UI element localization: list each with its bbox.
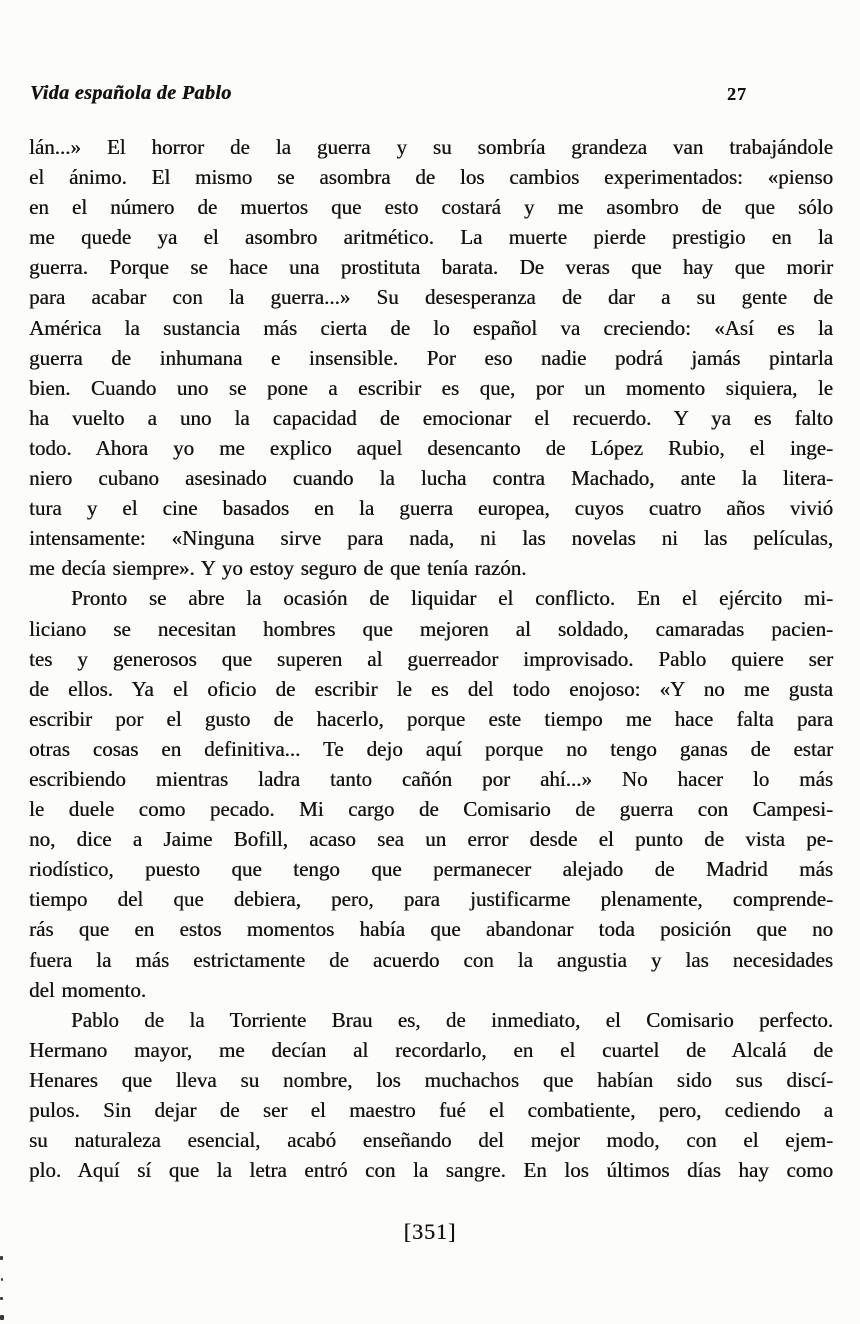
text-line: guerra de inhumana e insensible. Por eso nadie podrá jamás pintarla [29,345,833,370]
text-line: tes y generosos que superen al guerreador improvisado. Pablo quiere ser [29,646,833,671]
text-line: rás que en estos momentos había que abandonar toda posición que no [29,917,833,942]
text-line: otras cosas en definitiva... Te dejo aquí porque no tengo ganas de estar [29,736,833,761]
scan-speck [0,1297,3,1300]
text-line: del momento. [29,977,146,1002]
text-line: escribiendo mientras ladra tanto cañón por ahí...» No hacer lo más [29,766,833,791]
text-line: Hermano mayor, me decían al recordarlo, en el cuartel de Alcalá de [29,1037,833,1062]
text-line: escribir por el gusto de hacerlo, porque este tiempo me hace falta para [29,706,833,731]
page-header [30,82,860,110]
text-line: no, dice a Jaime Bofill, acaso sea un error desde el punto de vista pe- [29,827,833,852]
text-line: tura y el cine basados en la guerra europea, cuyos cuatro años vivió [29,496,833,521]
text-line: el ánimo. El mismo se asombra de los cambios experimentados: «pienso [29,165,833,190]
text-line: lán...» El horror de la guerra y su sombría grandeza van trabajándole [29,135,833,159]
text-line: su naturaleza esencial, acabó enseñando del mejor modo, con el ejem- [29,1128,833,1153]
text-line: me decía siempre». Y yo estoy seguro de que tenía razón. [29,556,527,581]
text-line: en el número de muertos que esto costará y me asombro de que sólo [29,195,833,220]
text-line: liciano se necesitan hombres que mejoren al soldado, camaradas pacien- [29,616,833,641]
text-line: Pronto se abre la ocasión de liquidar el conflicto. En el ejército mi- [71,586,833,611]
text-line: ha vuelto a uno la capacidad de emocionar el recuerdo. Y ya es falto [29,405,833,430]
folio-number: [351] [403,1219,457,1244]
running-title: Vida española de Pablo [30,82,232,104]
text-line: bien. Cuando uno se pone a escribir es que, por un momento siquiera, le [29,375,833,400]
page-footer [0,1219,860,1245]
text-line: tiempo del que debiera, pero, para justificarme plenamente, comprende- [29,887,833,912]
text-line: intensamente: «Ninguna sirve para nada, ni las novelas ni las películas, [29,526,833,551]
body-text [29,132,833,1185]
text-line: le duele como pecado. Mi cargo de Comisario de guerra con Campesi- [29,797,833,822]
text-line: plo. Aquí sí que la letra entró con la sangre. En los últimos días hay como [29,1158,833,1183]
scan-speck [0,1256,3,1260]
text-line: América la sustancia más cierta de lo español va creciendo: «Así es la [29,315,833,340]
text-line: riodístico, puesto que tengo que permanecer alejado de Madrid más [29,857,833,882]
text-line: para acabar con la guerra...» Su desesperanza de dar a su gente de [29,285,833,310]
text-line: me quede ya el asombro aritmético. La muerte pierde prestigio en la [29,225,833,250]
text-line: todo. Ahora yo me explico aquel desencanto de López Rubio, el inge- [29,435,833,460]
text-line: pulos. Sin dejar de ser el maestro fué el combatiente, pero, cediendo a [29,1098,833,1122]
text-line: Henares que lleva su nombre, los muchachos que habían sido sus discí- [29,1067,833,1092]
text-line: Pablo de la Torriente Brau es, de inmediato, el Comisario perfecto. [71,1007,833,1032]
text-line: fuera la más estrictamente de acuerdo con la angustia y las necesidades [29,947,833,972]
scan-speck [1,1278,3,1281]
page-number: 27 [727,84,747,104]
scan-speck [0,1315,4,1320]
text-line: niero cubano asesinado cuando la lucha contra Machado, ante la litera- [29,466,833,491]
text-line: guerra. Porque se hace una prostituta barata. De veras que hay que morir [29,255,833,280]
text-line: de ellos. Ya el oficio de escribir le es del todo enojoso: «Y no me gusta [29,676,833,701]
